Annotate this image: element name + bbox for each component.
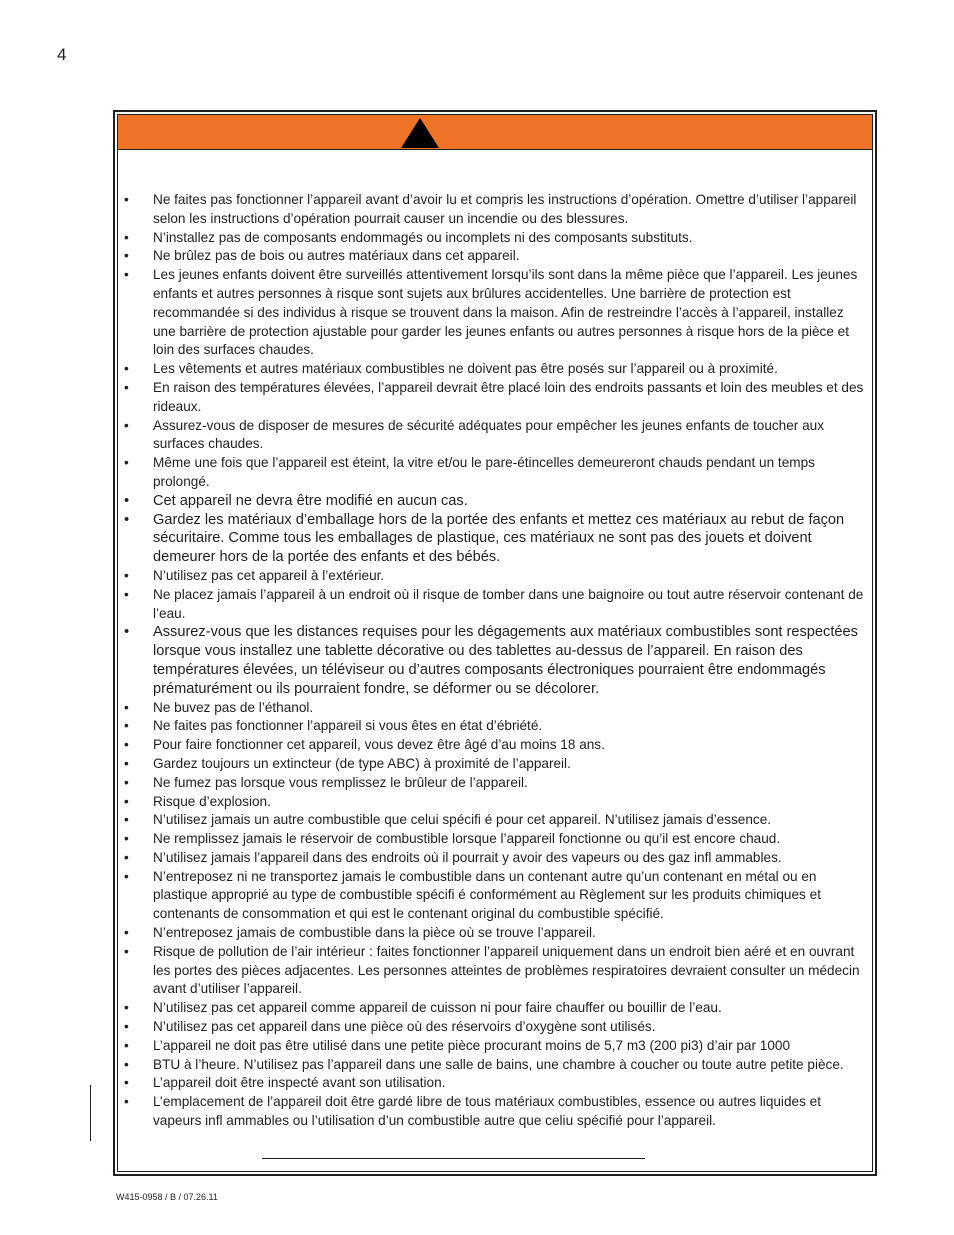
warning-item: • Ne faites pas fonctionner l’appareil avant d’avoir lu et compris les instructions d’opération. Omettre d’utiliser l’appareil selon les instructions d’opération pourrait causer un incendie ou des blessures. bbox=[124, 191, 869, 229]
warning-item: • Ne remplissez jamais le réservoir de combustible lorsque l’appareil fonctionne ou qu’il est encore chaud. bbox=[124, 830, 869, 849]
warning-item: • Ne buvez pas de l’éthanol. bbox=[124, 699, 869, 718]
warning-item: • N’installez pas de composants endommagés ou incomplets ni des composants substituts. bbox=[124, 229, 869, 248]
warning-box bbox=[113, 110, 877, 1176]
revision-bar bbox=[90, 1085, 91, 1141]
warning-item: • N’utilisez pas cet appareil comme appareil de cuisson ni pour faire chauffer ou bouillir de l’eau. bbox=[124, 999, 869, 1018]
warning-item: • N’utilisez jamais l’appareil dans des endroits où il pourrait y avoir des vapeurs ou des gaz infl ammables. bbox=[124, 849, 869, 868]
page-number: 4 bbox=[57, 45, 67, 64]
warning-item: • Gardez toujours un extincteur (de type ABC) à proximité de l’appareil. bbox=[124, 755, 869, 774]
warning-item: • Cet appareil ne devra être modifié en aucun cas. bbox=[124, 492, 869, 511]
warning-item: • BTU à l’heure. N’utilisez pas l’appareil dans une salle de bains, une chambre à coucher ou toute autre petite pièce. bbox=[124, 1056, 869, 1075]
warning-item: • Ne brûlez pas de bois ou autres matériaux dans cet appareil. bbox=[124, 247, 869, 266]
warning-triangle-icon bbox=[401, 118, 439, 148]
warning-item: • Ne fumez pas lorsque vous remplissez le brûleur de l’appareil. bbox=[124, 774, 869, 793]
warning-item: • Ne placez jamais l’appareil à un endroit où il risque de tomber dans une baignoire ou tout autre réservoir contenant de l’eau. bbox=[124, 586, 869, 624]
divider-line bbox=[262, 1158, 645, 1159]
warning-item: • L’appareil ne doit pas être utilisé dans une petite pièce procurant moins de 5,7 m3 (200 pi3) d’air par 1000 bbox=[124, 1037, 869, 1056]
warning-item: • N’utilisez pas cet appareil dans une pièce où des réservoirs d’oxygène sont utilisés. bbox=[124, 1018, 869, 1037]
warning-item: • N’entreposez ni ne transportez jamais le combustible dans un contenant autre qu’un contenant en métal ou en plastique approprié au type de combustible spécifi é conformément au Règlement sur les produits chimiques et contenants de consommation et qui est le contenant original du combustible spécifié. bbox=[124, 868, 869, 924]
warning-item: • En raison des températures élevées, l’appareil devrait être placé loin des endroits passants et loin des meubles et des rideaux. bbox=[124, 379, 869, 417]
warning-item: • Risque de pollution de l’air intérieur : faites fonctionner l’appareil uniquement dans un endroit bien aéré et en ouvrant les portes des pièces adjacentes. Les personnes atteintes de problèmes respiratoires devraient consulter un médecin avant d’utiliser l’appareil. bbox=[124, 943, 869, 999]
warning-item: • Risque d’explosion. bbox=[124, 793, 869, 812]
warning-item: • L’emplacement de l’appareil doit être gardé libre de tous matériaux combustibles, essence ou autres liquides et vapeurs infl ammables ou l’utilisation d’un combustible autre que celiu spécifié pour l’appareil. bbox=[124, 1093, 869, 1131]
warning-item: • Les vêtements et autres matériaux combustibles ne doivent pas être posés sur l’appareil ou à proximité. bbox=[124, 360, 869, 379]
warning-item: • N’utilisez pas cet appareil à l’extérieur. bbox=[124, 567, 869, 586]
warning-box-inner bbox=[117, 114, 873, 1172]
warning-header-bar bbox=[118, 115, 872, 150]
document-code: W415-0958 / B / 07.26.11 bbox=[116, 1192, 218, 1202]
warning-item: • Les jeunes enfants doivent être surveillés attentivement lorsqu’ils sont dans la même pièce que l’appareil. Les jeunes enfants et autres personnes à risque sont sujets aux brûlures accidentelles. Une barrière de protection est recommandée si des individus à risque se trouvent dans la maison. Afin de restreindre l’accès à l’appareil, installez une barrière de protection ajustable pour garder les jeunes enfants ou autres personnes à risque hors de la pièce et loin des surfaces chaudes. bbox=[124, 266, 869, 360]
warning-item: • Pour faire fonctionner cet appareil, vous devez être âgé d’au moins 18 ans. bbox=[124, 736, 869, 755]
warning-item: • Assurez-vous de disposer de mesures de sécurité adéquates pour empêcher les jeunes enfants de toucher aux surfaces chaudes. bbox=[124, 417, 869, 455]
warning-list bbox=[124, 191, 869, 1131]
warning-item: • N’utilisez jamais un autre combustible que celui spécifi é pour cet appareil. N’utilisez jamais d’essence. bbox=[124, 811, 869, 830]
warning-item: • L’appareil doit être inspecté avant son utilisation. bbox=[124, 1074, 869, 1093]
warning-item: • Même une fois que l’appareil est éteint, la vitre et/ou le pare-étincelles demeureront chauds pendant un temps prolongé. bbox=[124, 454, 869, 492]
warning-item: • Ne faites pas fonctionner l’appareil si vous êtes en état d’ébriété. bbox=[124, 717, 869, 736]
warning-item: • Gardez les matériaux d’emballage hors de la portée des enfants et mettez ces matériaux au rebut de façon sécuritaire. Comme tous les emballages de plastique, ces matériaux ne sont pas des jouets et doivent demeurer hors de la portée des enfants et des bébés. bbox=[124, 511, 869, 567]
warning-item: • N’entreposez jamais de combustible dans la pièce où se trouve l’appareil. bbox=[124, 924, 869, 943]
warning-item: • Assurez-vous que les distances requises pour les dégagements aux matériaux combustibles sont respectées lorsque vous installez une tablette décorative ou des tablettes au-dessus de l’appareil. En raison des températures élevées, un téléviseur ou d’autres composants électroniques pourraient être endommagés prématurément ou ils pourraient fondre, se déformer ou se décolorer. bbox=[124, 623, 869, 698]
